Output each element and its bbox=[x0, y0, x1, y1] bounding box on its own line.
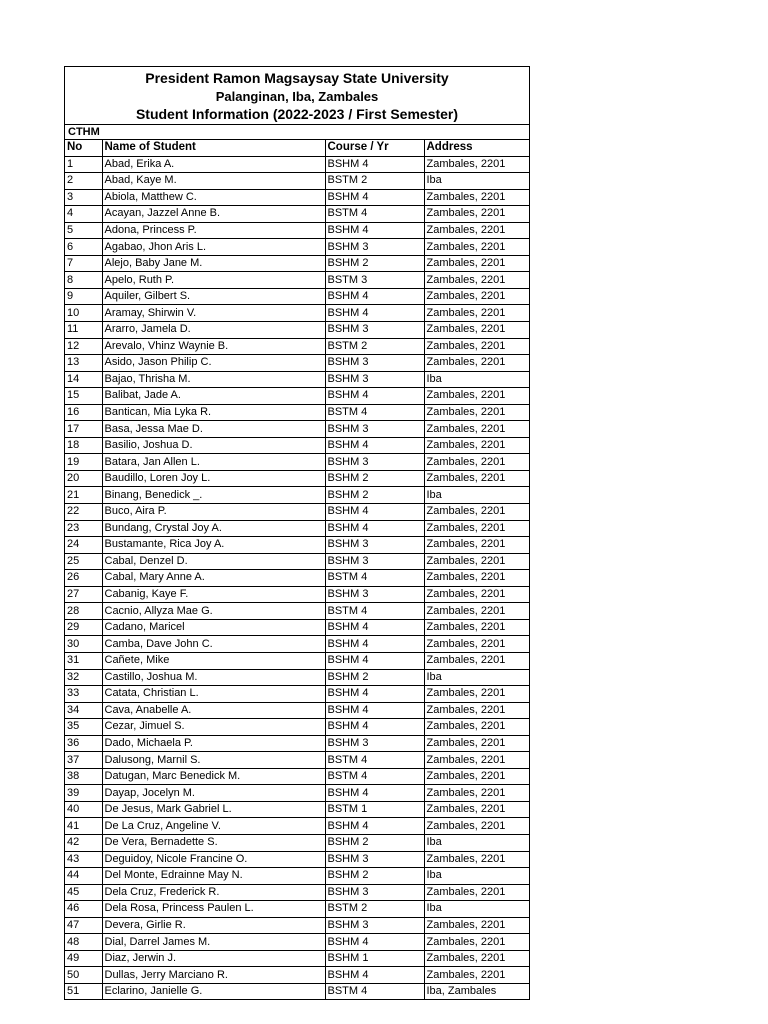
table-row bbox=[65, 570, 529, 587]
cell-course: BSHM 4 bbox=[325, 702, 424, 719]
table-row bbox=[65, 669, 529, 686]
cell-no: 3 bbox=[65, 189, 102, 206]
university-title: President Ramon Magsaysay State University bbox=[145, 70, 449, 86]
cell-no: 34 bbox=[65, 702, 102, 719]
cell-course: BSTM 4 bbox=[325, 603, 424, 620]
table-row bbox=[65, 735, 529, 752]
table-row bbox=[65, 371, 529, 388]
cell-name: Bundang, Crystal Joy A. bbox=[102, 520, 325, 537]
cell-no: 46 bbox=[65, 901, 102, 918]
table-row bbox=[65, 686, 529, 703]
document-title: Student Information (2022-2023 / First Semester) bbox=[135, 106, 459, 122]
table-row bbox=[65, 421, 529, 438]
cell-no: 15 bbox=[65, 388, 102, 405]
cell-no: 48 bbox=[65, 934, 102, 951]
cell-address: Zambales, 2201 bbox=[424, 884, 529, 901]
cell-name: Devera, Girlie R. bbox=[102, 917, 325, 934]
cell-course: BSHM 4 bbox=[325, 222, 424, 239]
table-row bbox=[65, 470, 529, 487]
cell-course: BSHM 4 bbox=[325, 686, 424, 703]
cell-course: BSTM 4 bbox=[325, 983, 424, 999]
cell-address: Zambales, 2201 bbox=[424, 619, 529, 636]
cell-name: Castillo, Joshua M. bbox=[102, 669, 325, 686]
cell-course: BSTM 2 bbox=[325, 173, 424, 190]
cell-name: Cabal, Denzel D. bbox=[102, 553, 325, 570]
column-header-name: Name of Student bbox=[102, 140, 325, 156]
cell-address: Iba, Zambales bbox=[424, 983, 529, 999]
table-row bbox=[65, 454, 529, 471]
cell-course: BSTM 2 bbox=[325, 901, 424, 918]
cell-course: BSHM 1 bbox=[325, 950, 424, 967]
cell-name: Dullas, Jerry Marciano R. bbox=[102, 967, 325, 984]
table-row bbox=[65, 222, 529, 239]
cell-course: BSHM 4 bbox=[325, 967, 424, 984]
cell-name: Cacnio, Allyza Mae G. bbox=[102, 603, 325, 620]
cell-address: Zambales, 2201 bbox=[424, 553, 529, 570]
cell-course: BSTM 3 bbox=[325, 272, 424, 289]
cell-no: 8 bbox=[65, 272, 102, 289]
cell-address: Iba bbox=[424, 173, 529, 190]
cell-no: 27 bbox=[65, 586, 102, 603]
cell-no: 17 bbox=[65, 421, 102, 438]
table-row bbox=[65, 189, 529, 206]
cell-course: BSHM 4 bbox=[325, 818, 424, 835]
cell-course: BSHM 3 bbox=[325, 851, 424, 868]
cell-name: Adona, Princess P. bbox=[102, 222, 325, 239]
cell-address: Zambales, 2201 bbox=[424, 338, 529, 355]
cell-address: Zambales, 2201 bbox=[424, 421, 529, 438]
cell-address: Zambales, 2201 bbox=[424, 950, 529, 967]
cell-name: Cadano, Maricel bbox=[102, 619, 325, 636]
cell-course: BSHM 3 bbox=[325, 355, 424, 372]
cell-address: Zambales, 2201 bbox=[424, 702, 529, 719]
cell-address: Zambales, 2201 bbox=[424, 570, 529, 587]
student-sheet bbox=[64, 66, 530, 1000]
cell-no: 33 bbox=[65, 686, 102, 703]
cell-name: Dado, Michaela P. bbox=[102, 735, 325, 752]
table-row bbox=[65, 272, 529, 289]
cell-name: De Vera, Bernadette S. bbox=[102, 834, 325, 851]
cell-name: Cezar, Jimuel S. bbox=[102, 719, 325, 736]
cell-name: Ararro, Jamela D. bbox=[102, 322, 325, 339]
column-header-address: Address bbox=[424, 140, 529, 156]
table-row bbox=[65, 355, 529, 372]
cell-name: Baudillo, Loren Joy L. bbox=[102, 470, 325, 487]
table-row bbox=[65, 950, 529, 967]
cell-name: Acayan, Jazzel Anne B. bbox=[102, 206, 325, 223]
table-row bbox=[65, 752, 529, 769]
cell-address: Zambales, 2201 bbox=[424, 801, 529, 818]
cell-no: 19 bbox=[65, 454, 102, 471]
table-row bbox=[65, 206, 529, 223]
cell-address: Zambales, 2201 bbox=[424, 636, 529, 653]
cell-no: 35 bbox=[65, 719, 102, 736]
table-row bbox=[65, 586, 529, 603]
cell-course: BSHM 3 bbox=[325, 239, 424, 256]
cell-name: Eclarino, Janielle G. bbox=[102, 983, 325, 999]
cell-no: 44 bbox=[65, 868, 102, 885]
table-row bbox=[65, 288, 529, 305]
cell-address: Zambales, 2201 bbox=[424, 934, 529, 951]
cell-address: Zambales, 2201 bbox=[424, 222, 529, 239]
cell-course: BSHM 3 bbox=[325, 917, 424, 934]
cell-name: Datugan, Marc Benedick M. bbox=[102, 768, 325, 785]
cell-course: BSTM 1 bbox=[325, 801, 424, 818]
cell-course: BSTM 4 bbox=[325, 206, 424, 223]
student-table bbox=[65, 140, 529, 999]
cell-no: 10 bbox=[65, 305, 102, 322]
cell-no: 4 bbox=[65, 206, 102, 223]
cell-course: BSHM 3 bbox=[325, 553, 424, 570]
cell-course: BSHM 4 bbox=[325, 288, 424, 305]
cell-no: 6 bbox=[65, 239, 102, 256]
table-row bbox=[65, 983, 529, 999]
cell-course: BSHM 3 bbox=[325, 586, 424, 603]
cell-no: 32 bbox=[65, 669, 102, 686]
cell-name: Asido, Jason Philip C. bbox=[102, 355, 325, 372]
cell-address: Zambales, 2201 bbox=[424, 818, 529, 835]
cell-course: BSHM 3 bbox=[325, 421, 424, 438]
cell-address: Zambales, 2201 bbox=[424, 735, 529, 752]
cell-address: Iba bbox=[424, 669, 529, 686]
cell-address: Zambales, 2201 bbox=[424, 504, 529, 521]
cell-no: 51 bbox=[65, 983, 102, 999]
cell-name: Aquiler, Gilbert S. bbox=[102, 288, 325, 305]
cell-course: BSHM 4 bbox=[325, 388, 424, 405]
cell-name: Cañete, Mike bbox=[102, 652, 325, 669]
cell-course: BSHM 4 bbox=[325, 305, 424, 322]
cell-address: Iba bbox=[424, 901, 529, 918]
cell-address: Iba bbox=[424, 371, 529, 388]
cell-no: 41 bbox=[65, 818, 102, 835]
cell-no: 38 bbox=[65, 768, 102, 785]
cell-no: 29 bbox=[65, 619, 102, 636]
cell-name: Del Monte, Edrainne May N. bbox=[102, 868, 325, 885]
cell-address: Zambales, 2201 bbox=[424, 454, 529, 471]
cell-course: BSHM 2 bbox=[325, 255, 424, 272]
table-row bbox=[65, 884, 529, 901]
cell-name: Binang, Benedick _. bbox=[102, 487, 325, 504]
cell-no: 13 bbox=[65, 355, 102, 372]
cell-no: 40 bbox=[65, 801, 102, 818]
cell-name: Basilio, Joshua D. bbox=[102, 437, 325, 454]
cell-address: Zambales, 2201 bbox=[424, 851, 529, 868]
cell-address: Zambales, 2201 bbox=[424, 388, 529, 405]
cell-name: Dayap, Jocelyn M. bbox=[102, 785, 325, 802]
table-body bbox=[65, 156, 529, 999]
cell-course: BSHM 3 bbox=[325, 537, 424, 554]
cell-address: Zambales, 2201 bbox=[424, 288, 529, 305]
cell-course: BSHM 4 bbox=[325, 189, 424, 206]
table-row bbox=[65, 388, 529, 405]
table-row bbox=[65, 868, 529, 885]
cell-name: De Jesus, Mark Gabriel L. bbox=[102, 801, 325, 818]
table-row bbox=[65, 917, 529, 934]
cell-no: 16 bbox=[65, 404, 102, 421]
cell-address: Zambales, 2201 bbox=[424, 603, 529, 620]
cell-no: 9 bbox=[65, 288, 102, 305]
table-row bbox=[65, 768, 529, 785]
cell-name: Deguidoy, Nicole Francine O. bbox=[102, 851, 325, 868]
cell-address: Zambales, 2201 bbox=[424, 967, 529, 984]
cell-name: Cabanig, Kaye F. bbox=[102, 586, 325, 603]
table-row bbox=[65, 437, 529, 454]
cell-no: 7 bbox=[65, 255, 102, 272]
cell-address: Zambales, 2201 bbox=[424, 437, 529, 454]
cell-no: 25 bbox=[65, 553, 102, 570]
table-row bbox=[65, 801, 529, 818]
table-row bbox=[65, 901, 529, 918]
cell-address: Zambales, 2201 bbox=[424, 322, 529, 339]
cell-course: BSTM 4 bbox=[325, 752, 424, 769]
cell-course: BSHM 4 bbox=[325, 504, 424, 521]
table-row bbox=[65, 487, 529, 504]
cell-address: Zambales, 2201 bbox=[424, 537, 529, 554]
cell-no: 20 bbox=[65, 470, 102, 487]
table-row bbox=[65, 239, 529, 256]
table-row bbox=[65, 719, 529, 736]
cell-no: 49 bbox=[65, 950, 102, 967]
table-row bbox=[65, 322, 529, 339]
cell-address: Zambales, 2201 bbox=[424, 917, 529, 934]
cell-address: Zambales, 2201 bbox=[424, 768, 529, 785]
cell-no: 5 bbox=[65, 222, 102, 239]
cell-no: 23 bbox=[65, 520, 102, 537]
cell-course: BSHM 4 bbox=[325, 437, 424, 454]
cell-no: 37 bbox=[65, 752, 102, 769]
cell-course: BSHM 2 bbox=[325, 834, 424, 851]
table-row bbox=[65, 404, 529, 421]
table-row bbox=[65, 834, 529, 851]
table-row bbox=[65, 504, 529, 521]
cell-course: BSHM 2 bbox=[325, 868, 424, 885]
cell-course: BSHM 2 bbox=[325, 470, 424, 487]
cell-name: Dela Rosa, Princess Paulen L. bbox=[102, 901, 325, 918]
column-header-course: Course / Yr bbox=[325, 140, 424, 156]
cell-name: Diaz, Jerwin J. bbox=[102, 950, 325, 967]
table-row bbox=[65, 537, 529, 554]
table-row bbox=[65, 785, 529, 802]
university-location: Palanginan, Iba, Zambales bbox=[215, 89, 379, 104]
cell-name: Dela Cruz, Frederick R. bbox=[102, 884, 325, 901]
cell-address: Zambales, 2201 bbox=[424, 206, 529, 223]
table-row bbox=[65, 967, 529, 984]
cell-address: Zambales, 2201 bbox=[424, 752, 529, 769]
cell-name: Batara, Jan Allen L. bbox=[102, 454, 325, 471]
table-row bbox=[65, 305, 529, 322]
cell-name: Apelo, Ruth P. bbox=[102, 272, 325, 289]
cell-name: Abad, Kaye M. bbox=[102, 173, 325, 190]
cell-course: BSHM 3 bbox=[325, 322, 424, 339]
table-row bbox=[65, 553, 529, 570]
cell-name: Bantican, Mia Lyka R. bbox=[102, 404, 325, 421]
table-row bbox=[65, 156, 529, 173]
cell-no: 30 bbox=[65, 636, 102, 653]
cell-address: Zambales, 2201 bbox=[424, 686, 529, 703]
cell-address: Zambales, 2201 bbox=[424, 272, 529, 289]
table-row bbox=[65, 934, 529, 951]
cell-address: Iba bbox=[424, 834, 529, 851]
cell-address: Zambales, 2201 bbox=[424, 586, 529, 603]
cell-no: 26 bbox=[65, 570, 102, 587]
cell-no: 1 bbox=[65, 156, 102, 173]
cell-address: Iba bbox=[424, 868, 529, 885]
cell-no: 2 bbox=[65, 173, 102, 190]
cell-address: Zambales, 2201 bbox=[424, 785, 529, 802]
cell-name: Aramay, Shirwin V. bbox=[102, 305, 325, 322]
table-header-row bbox=[65, 140, 529, 156]
cell-address: Zambales, 2201 bbox=[424, 404, 529, 421]
cell-course: BSHM 4 bbox=[325, 520, 424, 537]
cell-course: BSHM 3 bbox=[325, 371, 424, 388]
cell-address: Zambales, 2201 bbox=[424, 305, 529, 322]
cell-address: Zambales, 2201 bbox=[424, 239, 529, 256]
cell-name: Basa, Jessa Mae D. bbox=[102, 421, 325, 438]
table-row bbox=[65, 173, 529, 190]
cell-no: 21 bbox=[65, 487, 102, 504]
table-row bbox=[65, 520, 529, 537]
cell-no: 28 bbox=[65, 603, 102, 620]
cell-course: BSHM 4 bbox=[325, 785, 424, 802]
column-header-no: No bbox=[65, 140, 102, 156]
cell-course: BSTM 4 bbox=[325, 570, 424, 587]
cell-course: BSTM 4 bbox=[325, 404, 424, 421]
cell-name: Camba, Dave John C. bbox=[102, 636, 325, 653]
cell-name: Buco, Aira P. bbox=[102, 504, 325, 521]
cell-no: 14 bbox=[65, 371, 102, 388]
cell-course: BSHM 2 bbox=[325, 669, 424, 686]
cell-no: 47 bbox=[65, 917, 102, 934]
table-row bbox=[65, 619, 529, 636]
cell-no: 36 bbox=[65, 735, 102, 752]
cell-course: BSTM 4 bbox=[325, 768, 424, 785]
cell-address: Zambales, 2201 bbox=[424, 470, 529, 487]
cell-name: Dial, Darrel James M. bbox=[102, 934, 325, 951]
cell-address: Zambales, 2201 bbox=[424, 520, 529, 537]
cell-name: Agabao, Jhon Aris L. bbox=[102, 239, 325, 256]
cell-address: Zambales, 2201 bbox=[424, 719, 529, 736]
cell-name: De La Cruz, Angeline V. bbox=[102, 818, 325, 835]
cell-name: Abad, Erika A. bbox=[102, 156, 325, 173]
cell-course: BSHM 4 bbox=[325, 719, 424, 736]
cell-course: BSHM 3 bbox=[325, 454, 424, 471]
cell-course: BSHM 4 bbox=[325, 619, 424, 636]
cell-course: BSHM 3 bbox=[325, 884, 424, 901]
cell-no: 45 bbox=[65, 884, 102, 901]
cell-course: BSHM 4 bbox=[325, 156, 424, 173]
cell-no: 50 bbox=[65, 967, 102, 984]
table-row bbox=[65, 603, 529, 620]
cell-name: Cabal, Mary Anne A. bbox=[102, 570, 325, 587]
cell-no: 22 bbox=[65, 504, 102, 521]
cell-address: Zambales, 2201 bbox=[424, 189, 529, 206]
cell-address: Zambales, 2201 bbox=[424, 355, 529, 372]
cell-no: 39 bbox=[65, 785, 102, 802]
cell-no: 31 bbox=[65, 652, 102, 669]
cell-no: 24 bbox=[65, 537, 102, 554]
cell-address: Zambales, 2201 bbox=[424, 255, 529, 272]
cell-no: 11 bbox=[65, 322, 102, 339]
cell-name: Abiola, Matthew C. bbox=[102, 189, 325, 206]
table-row bbox=[65, 818, 529, 835]
table-row bbox=[65, 851, 529, 868]
cell-course: BSHM 4 bbox=[325, 652, 424, 669]
cell-name: Dalusong, Marnil S. bbox=[102, 752, 325, 769]
cell-course: BSHM 4 bbox=[325, 636, 424, 653]
cell-name: Balibat, Jade A. bbox=[102, 388, 325, 405]
cell-course: BSHM 4 bbox=[325, 934, 424, 951]
cell-name: Cava, Anabelle A. bbox=[102, 702, 325, 719]
cell-address: Zambales, 2201 bbox=[424, 652, 529, 669]
table-row bbox=[65, 702, 529, 719]
table-row bbox=[65, 338, 529, 355]
cell-course: BSHM 2 bbox=[325, 487, 424, 504]
cell-name: Alejo, Baby Jane M. bbox=[102, 255, 325, 272]
cell-name: Catata, Christian L. bbox=[102, 686, 325, 703]
table-row bbox=[65, 636, 529, 653]
cell-address: Iba bbox=[424, 487, 529, 504]
cell-address: Zambales, 2201 bbox=[424, 156, 529, 173]
cell-name: Bajao, Thrisha M. bbox=[102, 371, 325, 388]
department-label: CTHM bbox=[65, 125, 529, 140]
cell-course: BSTM 2 bbox=[325, 338, 424, 355]
table-row bbox=[65, 652, 529, 669]
cell-name: Bustamante, Rica Joy A. bbox=[102, 537, 325, 554]
cell-no: 12 bbox=[65, 338, 102, 355]
cell-name: Arevalo, Vhinz Waynie B. bbox=[102, 338, 325, 355]
cell-no: 18 bbox=[65, 437, 102, 454]
cell-no: 43 bbox=[65, 851, 102, 868]
document-header bbox=[65, 67, 529, 125]
cell-no: 42 bbox=[65, 834, 102, 851]
cell-course: BSHM 3 bbox=[325, 735, 424, 752]
table-row bbox=[65, 255, 529, 272]
